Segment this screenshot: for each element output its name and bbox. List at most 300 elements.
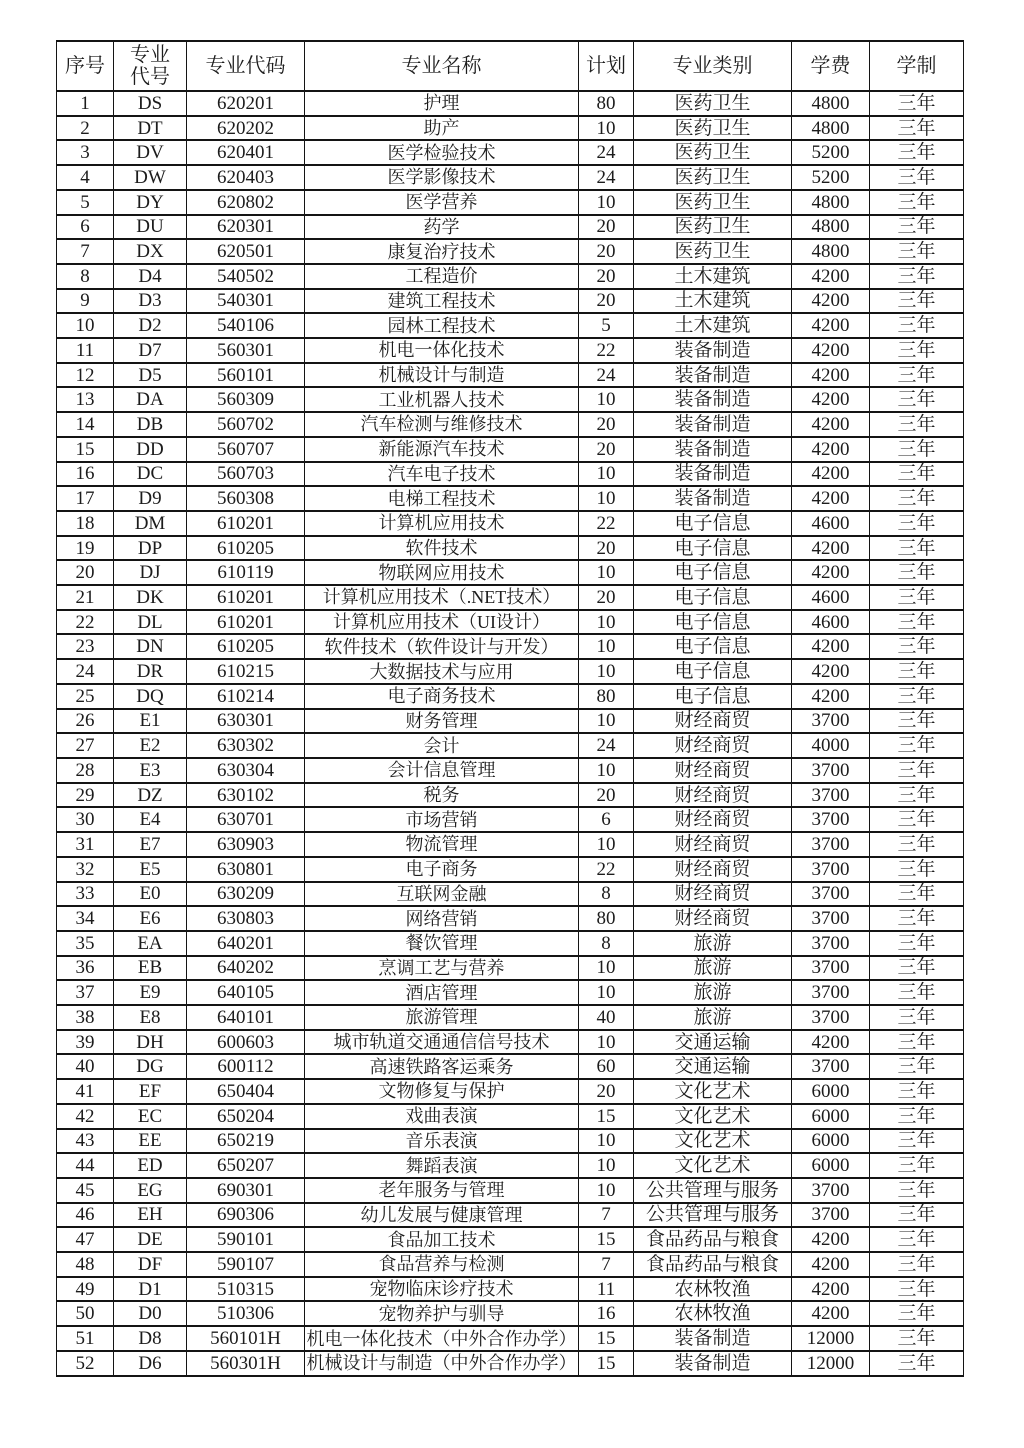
- cell-index: 1: [57, 91, 114, 116]
- cell-tuition: 4800: [792, 239, 870, 264]
- cell-major-name: 烹调工艺与营养: [305, 956, 579, 981]
- cell-major-letter-code: EF: [114, 1079, 187, 1104]
- admission-plan-table: [56, 40, 964, 1377]
- cell-major-name: 护理: [305, 91, 579, 116]
- table-row: [57, 1203, 964, 1228]
- cell-major-category: 装备制造: [634, 462, 792, 487]
- cell-index: 23: [57, 634, 114, 659]
- cell-major-letter-code: E0: [114, 882, 187, 907]
- table-row: [57, 1178, 964, 1203]
- cell-major-category: 旅游: [634, 956, 792, 981]
- cell-tuition: 3700: [792, 956, 870, 981]
- cell-tuition: 4200: [792, 1030, 870, 1055]
- cell-major-name: 物流管理: [305, 832, 579, 857]
- cell-major-code: 640202: [187, 956, 305, 981]
- table-row: [57, 906, 964, 931]
- cell-index: 6: [57, 215, 114, 240]
- cell-major-name: 食品营养与检测: [305, 1252, 579, 1277]
- table-row: [57, 1277, 964, 1302]
- cell-index: 10: [57, 313, 114, 338]
- cell-major-category: 交通运输: [634, 1030, 792, 1055]
- cell-plan-count: 6: [579, 807, 634, 832]
- cell-major-code: 630803: [187, 906, 305, 931]
- cell-major-letter-code: EB: [114, 956, 187, 981]
- cell-major-category: 旅游: [634, 980, 792, 1005]
- table-row: [57, 165, 964, 190]
- table-row: [57, 1030, 964, 1055]
- cell-major-name: 宠物养护与驯导: [305, 1301, 579, 1326]
- cell-tuition: 4200: [792, 387, 870, 412]
- cell-major-code: 610215: [187, 659, 305, 684]
- header-row: [57, 41, 964, 91]
- table-header: [57, 41, 964, 91]
- cell-duration: 三年: [870, 387, 964, 412]
- cell-major-letter-code: D8: [114, 1326, 187, 1351]
- cell-duration: 三年: [870, 338, 964, 363]
- cell-duration: 三年: [870, 190, 964, 215]
- cell-major-category: 电子信息: [634, 560, 792, 585]
- cell-tuition: 4800: [792, 116, 870, 141]
- cell-major-code: 620401: [187, 140, 305, 165]
- cell-index: 4: [57, 165, 114, 190]
- cell-major-category: 财经商贸: [634, 733, 792, 758]
- cell-tuition: 4200: [792, 634, 870, 659]
- cell-index: 43: [57, 1129, 114, 1154]
- cell-major-code: 650219: [187, 1129, 305, 1154]
- cell-index: 39: [57, 1030, 114, 1055]
- cell-plan-count: 10: [579, 387, 634, 412]
- cell-tuition: 12000: [792, 1326, 870, 1351]
- cell-major-name: 计算机应用技术（UI设计）: [305, 610, 579, 635]
- table-row: [57, 536, 964, 561]
- table-row: [57, 956, 964, 981]
- cell-duration: 三年: [870, 313, 964, 338]
- cell-plan-count: 20: [579, 264, 634, 289]
- cell-major-letter-code: DL: [114, 610, 187, 635]
- cell-plan-count: 80: [579, 91, 634, 116]
- cell-major-letter-code: DR: [114, 659, 187, 684]
- cell-major-letter-code: D6: [114, 1351, 187, 1376]
- cell-major-name: 酒店管理: [305, 980, 579, 1005]
- table-row: [57, 91, 964, 116]
- cell-major-code: 560301: [187, 338, 305, 363]
- cell-major-category: 土木建筑: [634, 313, 792, 338]
- cell-index: 14: [57, 412, 114, 437]
- cell-tuition: 6000: [792, 1079, 870, 1104]
- cell-major-letter-code: EE: [114, 1129, 187, 1154]
- cell-tuition: 5200: [792, 140, 870, 165]
- table-row: [57, 140, 964, 165]
- table-row: [57, 313, 964, 338]
- cell-tuition: 4200: [792, 560, 870, 585]
- cell-duration: 三年: [870, 758, 964, 783]
- cell-major-letter-code: E4: [114, 807, 187, 832]
- cell-duration: 三年: [870, 832, 964, 857]
- cell-duration: 三年: [870, 1153, 964, 1178]
- cell-plan-count: 10: [579, 190, 634, 215]
- cell-tuition: 3700: [792, 1178, 870, 1203]
- cell-major-name: 电梯工程技术: [305, 486, 579, 511]
- cell-major-code: 540301: [187, 289, 305, 314]
- table-row: [57, 289, 964, 314]
- cell-index: 20: [57, 560, 114, 585]
- cell-major-name: 市场营销: [305, 807, 579, 832]
- cell-major-letter-code: DW: [114, 165, 187, 190]
- cell-major-letter-code: D0: [114, 1301, 187, 1326]
- cell-major-name: 助产: [305, 116, 579, 141]
- cell-duration: 三年: [870, 412, 964, 437]
- cell-duration: 三年: [870, 1178, 964, 1203]
- cell-plan-count: 7: [579, 1203, 634, 1228]
- cell-tuition: 3700: [792, 832, 870, 857]
- cell-major-code: 630209: [187, 882, 305, 907]
- cell-duration: 三年: [870, 486, 964, 511]
- cell-major-category: 农林牧渔: [634, 1277, 792, 1302]
- cell-major-code: 630304: [187, 758, 305, 783]
- cell-major-code: 620802: [187, 190, 305, 215]
- cell-plan-count: 5: [579, 313, 634, 338]
- cell-plan-count: 15: [579, 1326, 634, 1351]
- cell-major-name: 物联网应用技术: [305, 560, 579, 585]
- cell-major-code: 640201: [187, 931, 305, 956]
- cell-plan-count: 10: [579, 610, 634, 635]
- cell-major-name: 机电一体化技术（中外合作办学）: [305, 1326, 579, 1351]
- cell-tuition: 6000: [792, 1104, 870, 1129]
- cell-major-category: 食品药品与粮食: [634, 1227, 792, 1252]
- cell-tuition: 4200: [792, 536, 870, 561]
- cell-tuition: 3700: [792, 807, 870, 832]
- cell-index: 41: [57, 1079, 114, 1104]
- cell-index: 7: [57, 239, 114, 264]
- cell-tuition: 6000: [792, 1153, 870, 1178]
- table-row: [57, 363, 964, 388]
- table-row: [57, 758, 964, 783]
- cell-tuition: 3700: [792, 882, 870, 907]
- table-row: [57, 709, 964, 734]
- cell-tuition: 4200: [792, 412, 870, 437]
- cell-tuition: 3700: [792, 783, 870, 808]
- cell-major-letter-code: E7: [114, 832, 187, 857]
- cell-major-name: 汽车检测与维修技术: [305, 412, 579, 437]
- cell-major-letter-code: E1: [114, 709, 187, 734]
- cell-duration: 三年: [870, 1277, 964, 1302]
- cell-major-category: 农林牧渔: [634, 1301, 792, 1326]
- cell-index: 28: [57, 758, 114, 783]
- cell-major-category: 财经商贸: [634, 832, 792, 857]
- cell-duration: 三年: [870, 437, 964, 462]
- cell-index: 33: [57, 882, 114, 907]
- table-row: [57, 239, 964, 264]
- table-body: [57, 91, 964, 1376]
- cell-major-category: 电子信息: [634, 585, 792, 610]
- cell-major-name: 老年服务与管理: [305, 1178, 579, 1203]
- cell-major-name: 会计信息管理: [305, 758, 579, 783]
- cell-tuition: 4200: [792, 1227, 870, 1252]
- cell-index: 29: [57, 783, 114, 808]
- cell-tuition: 4200: [792, 264, 870, 289]
- cell-major-code: 540106: [187, 313, 305, 338]
- cell-duration: 三年: [870, 462, 964, 487]
- cell-major-letter-code: DE: [114, 1227, 187, 1252]
- cell-major-code: 690306: [187, 1203, 305, 1228]
- cell-major-letter-code: DT: [114, 116, 187, 141]
- cell-major-code: 560309: [187, 387, 305, 412]
- cell-major-code: 650204: [187, 1104, 305, 1129]
- cell-major-name: 机械设计与制造: [305, 363, 579, 388]
- cell-duration: 三年: [870, 116, 964, 141]
- cell-major-code: 590101: [187, 1227, 305, 1252]
- cell-major-name: 财务管理: [305, 709, 579, 734]
- cell-index: 37: [57, 980, 114, 1005]
- cell-tuition: 4200: [792, 462, 870, 487]
- cell-major-category: 文化艺术: [634, 1104, 792, 1129]
- cell-major-name: 医学检验技术: [305, 140, 579, 165]
- cell-tuition: 3700: [792, 906, 870, 931]
- cell-major-name: 电子商务技术: [305, 684, 579, 709]
- cell-major-category: 公共管理与服务: [634, 1203, 792, 1228]
- cell-plan-count: 10: [579, 1030, 634, 1055]
- cell-major-code: 510306: [187, 1301, 305, 1326]
- cell-major-name: 汽车电子技术: [305, 462, 579, 487]
- cell-plan-count: 20: [579, 585, 634, 610]
- table-row: [57, 634, 964, 659]
- col-header-plan-count: 计划: [579, 41, 634, 91]
- cell-major-letter-code: D4: [114, 264, 187, 289]
- cell-index: 47: [57, 1227, 114, 1252]
- cell-index: 12: [57, 363, 114, 388]
- table-row: [57, 857, 964, 882]
- cell-index: 52: [57, 1351, 114, 1376]
- cell-plan-count: 24: [579, 165, 634, 190]
- cell-major-category: 医药卫生: [634, 215, 792, 240]
- cell-major-letter-code: DD: [114, 437, 187, 462]
- cell-major-category: 电子信息: [634, 511, 792, 536]
- cell-major-letter-code: E2: [114, 733, 187, 758]
- table-row: [57, 1104, 964, 1129]
- cell-tuition: 4200: [792, 437, 870, 462]
- cell-major-letter-code: DS: [114, 91, 187, 116]
- cell-major-name: 会计: [305, 733, 579, 758]
- col-header-major-letter-code: 专业代号: [114, 41, 187, 91]
- cell-duration: 三年: [870, 882, 964, 907]
- cell-major-code: 630102: [187, 783, 305, 808]
- cell-major-code: 630701: [187, 807, 305, 832]
- cell-major-name: 税务: [305, 783, 579, 808]
- cell-major-name: 机械设计与制造（中外合作办学）: [305, 1351, 579, 1376]
- table-row: [57, 437, 964, 462]
- cell-major-letter-code: E3: [114, 758, 187, 783]
- cell-major-category: 电子信息: [634, 684, 792, 709]
- cell-major-code: 620301: [187, 215, 305, 240]
- cell-major-category: 装备制造: [634, 1326, 792, 1351]
- cell-major-code: 560101H: [187, 1326, 305, 1351]
- cell-plan-count: 20: [579, 536, 634, 561]
- cell-tuition: 4200: [792, 1301, 870, 1326]
- table-row: [57, 387, 964, 412]
- cell-plan-count: 10: [579, 486, 634, 511]
- cell-major-code: 560703: [187, 462, 305, 487]
- cell-major-code: 560308: [187, 486, 305, 511]
- cell-plan-count: 20: [579, 412, 634, 437]
- cell-duration: 三年: [870, 511, 964, 536]
- cell-index: 8: [57, 264, 114, 289]
- cell-major-name: 新能源汽车技术: [305, 437, 579, 462]
- cell-plan-count: 10: [579, 560, 634, 585]
- cell-major-letter-code: D1: [114, 1277, 187, 1302]
- cell-duration: 三年: [870, 709, 964, 734]
- cell-major-letter-code: D5: [114, 363, 187, 388]
- cell-major-category: 文化艺术: [634, 1079, 792, 1104]
- cell-major-name: 园林工程技术: [305, 313, 579, 338]
- cell-index: 9: [57, 289, 114, 314]
- table-row: [57, 585, 964, 610]
- cell-major-name: 幼儿发展与健康管理: [305, 1203, 579, 1228]
- cell-plan-count: 24: [579, 140, 634, 165]
- table-row: [57, 684, 964, 709]
- cell-major-letter-code: DK: [114, 585, 187, 610]
- cell-major-name: 药学: [305, 215, 579, 240]
- cell-duration: 三年: [870, 1129, 964, 1154]
- cell-major-name: 计算机应用技术: [305, 511, 579, 536]
- cell-tuition: 4200: [792, 289, 870, 314]
- cell-major-code: 510315: [187, 1277, 305, 1302]
- cell-major-category: 公共管理与服务: [634, 1178, 792, 1203]
- table-row: [57, 560, 964, 585]
- cell-major-name: 工业机器人技术: [305, 387, 579, 412]
- cell-major-name: 旅游管理: [305, 1005, 579, 1030]
- cell-plan-count: 80: [579, 906, 634, 931]
- cell-plan-count: 60: [579, 1054, 634, 1079]
- cell-major-letter-code: DJ: [114, 560, 187, 585]
- cell-index: 46: [57, 1203, 114, 1228]
- cell-index: 2: [57, 116, 114, 141]
- cell-major-name: 电子商务: [305, 857, 579, 882]
- cell-tuition: 4800: [792, 91, 870, 116]
- cell-plan-count: 22: [579, 857, 634, 882]
- cell-index: 45: [57, 1178, 114, 1203]
- cell-plan-count: 10: [579, 956, 634, 981]
- cell-major-category: 电子信息: [634, 536, 792, 561]
- cell-index: 19: [57, 536, 114, 561]
- cell-duration: 三年: [870, 1203, 964, 1228]
- cell-index: 26: [57, 709, 114, 734]
- cell-major-letter-code: EA: [114, 931, 187, 956]
- cell-major-name: 食品加工技术: [305, 1227, 579, 1252]
- cell-plan-count: 10: [579, 758, 634, 783]
- table-row: [57, 1351, 964, 1376]
- cell-plan-count: 10: [579, 832, 634, 857]
- cell-major-category: 电子信息: [634, 610, 792, 635]
- cell-tuition: 4200: [792, 338, 870, 363]
- table-row: [57, 1153, 964, 1178]
- cell-major-code: 560101: [187, 363, 305, 388]
- table-row: [57, 807, 964, 832]
- cell-duration: 三年: [870, 1054, 964, 1079]
- cell-duration: 三年: [870, 165, 964, 190]
- cell-major-letter-code: DM: [114, 511, 187, 536]
- cell-duration: 三年: [870, 585, 964, 610]
- cell-plan-count: 20: [579, 783, 634, 808]
- cell-plan-count: 10: [579, 1178, 634, 1203]
- cell-plan-count: 10: [579, 116, 634, 141]
- cell-index: 15: [57, 437, 114, 462]
- cell-major-letter-code: DF: [114, 1252, 187, 1277]
- col-header-duration: 学制: [870, 41, 964, 91]
- cell-tuition: 3700: [792, 980, 870, 1005]
- cell-index: 40: [57, 1054, 114, 1079]
- cell-major-letter-code: DG: [114, 1054, 187, 1079]
- cell-duration: 三年: [870, 363, 964, 388]
- cell-tuition: 3700: [792, 1203, 870, 1228]
- cell-plan-count: 10: [579, 659, 634, 684]
- cell-major-letter-code: DB: [114, 412, 187, 437]
- cell-tuition: 6000: [792, 1129, 870, 1154]
- cell-duration: 三年: [870, 1351, 964, 1376]
- cell-major-letter-code: E9: [114, 980, 187, 1005]
- table-row: [57, 412, 964, 437]
- cell-major-code: 630903: [187, 832, 305, 857]
- cell-index: 31: [57, 832, 114, 857]
- cell-major-name: 戏曲表演: [305, 1104, 579, 1129]
- cell-major-letter-code: DQ: [114, 684, 187, 709]
- cell-major-category: 医药卫生: [634, 140, 792, 165]
- cell-major-letter-code: EG: [114, 1178, 187, 1203]
- cell-major-code: 590107: [187, 1252, 305, 1277]
- cell-major-code: 610201: [187, 511, 305, 536]
- cell-major-name: 康复治疗技术: [305, 239, 579, 264]
- cell-plan-count: 40: [579, 1005, 634, 1030]
- cell-major-name: 宠物临床诊疗技术: [305, 1277, 579, 1302]
- cell-major-name: 软件技术（软件设计与开发）: [305, 634, 579, 659]
- cell-major-name: 医学影像技术: [305, 165, 579, 190]
- cell-plan-count: 11: [579, 1277, 634, 1302]
- cell-major-code: 560707: [187, 437, 305, 462]
- cell-duration: 三年: [870, 634, 964, 659]
- cell-index: 17: [57, 486, 114, 511]
- cell-major-category: 装备制造: [634, 1351, 792, 1376]
- cell-major-category: 装备制造: [634, 412, 792, 437]
- cell-plan-count: 24: [579, 733, 634, 758]
- cell-major-letter-code: DN: [114, 634, 187, 659]
- cell-duration: 三年: [870, 906, 964, 931]
- cell-major-category: 医药卫生: [634, 116, 792, 141]
- cell-index: 42: [57, 1104, 114, 1129]
- cell-duration: 三年: [870, 1227, 964, 1252]
- cell-major-code: 610205: [187, 536, 305, 561]
- cell-major-category: 装备制造: [634, 363, 792, 388]
- cell-tuition: 3700: [792, 931, 870, 956]
- table-row: [57, 1129, 964, 1154]
- cell-tuition: 3700: [792, 758, 870, 783]
- cell-major-code: 610205: [187, 634, 305, 659]
- cell-major-category: 电子信息: [634, 659, 792, 684]
- cell-tuition: 4200: [792, 313, 870, 338]
- cell-tuition: 4600: [792, 511, 870, 536]
- cell-index: 50: [57, 1301, 114, 1326]
- cell-index: 22: [57, 610, 114, 635]
- cell-duration: 三年: [870, 733, 964, 758]
- cell-index: 27: [57, 733, 114, 758]
- cell-major-letter-code: DC: [114, 462, 187, 487]
- cell-major-category: 装备制造: [634, 338, 792, 363]
- cell-duration: 三年: [870, 857, 964, 882]
- cell-duration: 三年: [870, 264, 964, 289]
- cell-major-name: 计算机应用技术（.NET技术）: [305, 585, 579, 610]
- cell-duration: 三年: [870, 610, 964, 635]
- cell-major-letter-code: EC: [114, 1104, 187, 1129]
- table-row: [57, 338, 964, 363]
- table-row: [57, 1252, 964, 1277]
